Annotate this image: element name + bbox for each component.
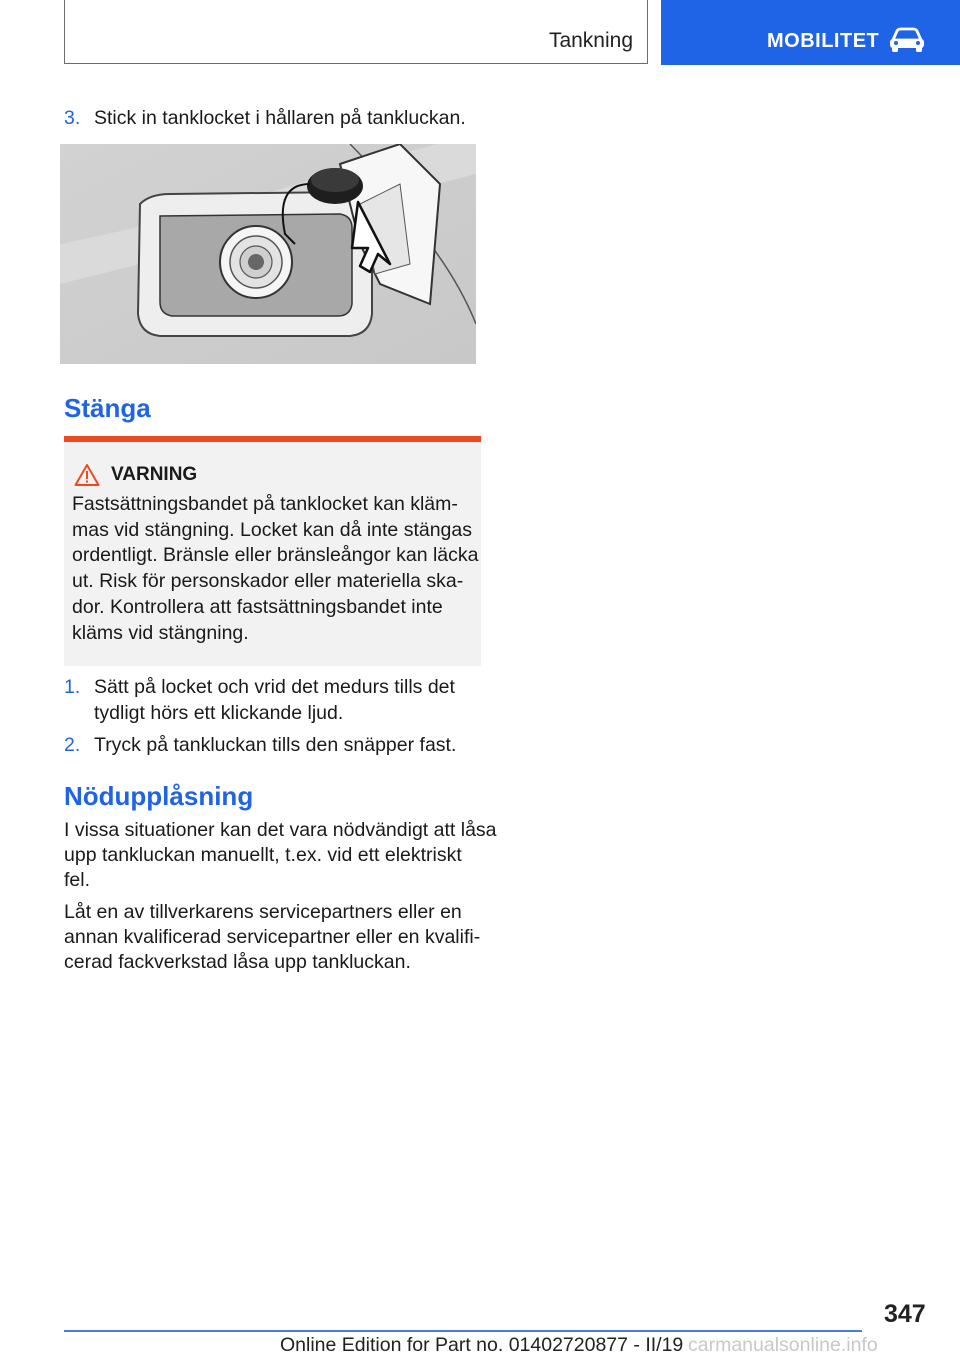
paragraph-line: cerad fackverkstad låsa upp tankluckan. bbox=[64, 951, 411, 974]
warning-line: dor. Kontrollera att fastsättningsbandet inte bbox=[72, 595, 443, 618]
warning-title: VARNING bbox=[111, 464, 198, 485]
page-number: 347 bbox=[884, 1300, 926, 1328]
warning-line: ordentligt. Bränsle eller bränsleångor kan läcka bbox=[72, 544, 479, 567]
warning-box bbox=[64, 442, 481, 666]
step-text: Tryck på tankluckan tills den snäpper fast. bbox=[94, 734, 457, 756]
paragraph-line: annan kvalificerad servicepartner eller en kvalifi‐ bbox=[64, 926, 481, 949]
warning-text bbox=[72, 492, 478, 646]
paragraph-line: Låt en av tillverkarens servicepartners eller en bbox=[64, 901, 462, 923]
section-title-close: Stänga bbox=[64, 393, 151, 423]
warning-line: Fastsättningsbandet på tanklocket kan kläm‐ bbox=[72, 493, 458, 515]
warning-line: ut. Risk för personskador eller materiella ska‐ bbox=[72, 570, 464, 593]
step-text: tydligt hörs ett klickande ljud. bbox=[94, 702, 344, 724]
header-section-title: Tankning bbox=[548, 29, 633, 52]
header-tab-label: MOBILITET bbox=[767, 30, 880, 52]
warning-triangle-icon bbox=[74, 463, 100, 487]
paragraph bbox=[64, 818, 497, 894]
fuel-cap-drawing bbox=[60, 144, 476, 364]
header-section-box bbox=[64, 0, 648, 64]
section-title-emergency: Nödupplåsning bbox=[64, 781, 254, 811]
step-text: Stick in tanklocket i hållaren på tankluckan. bbox=[94, 107, 466, 129]
warning-line: mas vid stängning. Locket kan då inte stängas bbox=[72, 518, 472, 541]
step-text: Sätt på locket och vrid det medurs tills det bbox=[94, 676, 455, 698]
warning-line: kläms vid stängning. bbox=[72, 621, 249, 644]
step-number: 3. bbox=[64, 107, 81, 129]
paragraph-line: fel. bbox=[64, 869, 91, 892]
header-tab-mobility[interactable] bbox=[661, 0, 960, 65]
footer-divider bbox=[64, 1330, 862, 1332]
paragraph-line: I vissa situationer kan det vara nödvändigt att låsa bbox=[64, 819, 497, 841]
paragraph bbox=[64, 900, 480, 976]
fuel-cap-illustration bbox=[60, 144, 476, 364]
step-number: 1. bbox=[64, 676, 81, 698]
car-icon bbox=[887, 26, 927, 54]
step-number: 2. bbox=[64, 734, 81, 756]
watermark: carmanualsonline.info bbox=[688, 1334, 878, 1356]
footer-edition: Online Edition for Part no. 01402720877 - II/19 bbox=[280, 1334, 684, 1356]
paragraph-line: upp tankluckan manuellt, t.ex. vid ett elektriskt bbox=[64, 844, 462, 867]
